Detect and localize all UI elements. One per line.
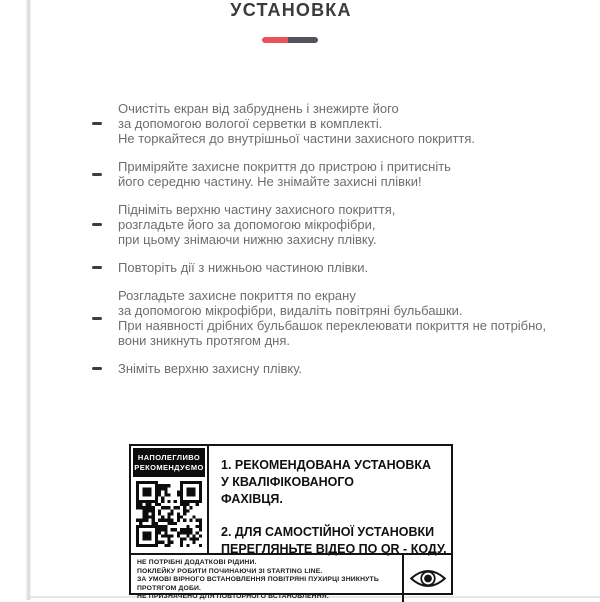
- dash-bullet-icon: [92, 361, 118, 376]
- recommendation-line: 2. ДЛЯ САМОСТІЙНОЇ УСТАНОВКИ: [221, 525, 435, 539]
- divider-red-segment: [262, 37, 288, 43]
- recommendation-line: ПЕРЕГЛЯНЬТЕ ВІДЕО ПО QR - КОДУ.: [221, 542, 447, 556]
- page-left-edge: [26, 0, 31, 600]
- dash-bullet-icon: [92, 159, 118, 189]
- instruction-line: При наявності дрібних бульбашок переклеювати покриття не потрібно,: [118, 318, 547, 333]
- instruction-item: [92, 159, 582, 189]
- strongly-recommend-badge: [133, 448, 205, 477]
- footnote-line: ЗА УМОВІ ВІРНОГО ВСТАНОВЛЕННЯ ПОВІТРЯНІ ПУХИРЦІ ЗНИКНУТЬ ПРОТЯГОМ ДОБИ.: [137, 576, 379, 592]
- footnotes: [131, 553, 402, 602]
- instruction-line: Повторіть дії з нижньою частиною плівки.: [118, 260, 369, 275]
- dash-bullet-icon: [92, 202, 118, 247]
- recommendation-line: 1. РЕКОМЕНДОВАНА УСТАНОВКА: [221, 458, 432, 472]
- instruction-line: Приміряйте захисне покриття до пристрою і притисніть: [118, 159, 451, 174]
- instruction-item: [92, 202, 582, 247]
- recommendation-line: ФАХІВЦЯ.: [221, 492, 283, 506]
- instruction-item: [92, 260, 582, 275]
- footnote-line: ПОКЛЕЙКУ РОБИТИ ПОЧИНАЮЧИ ЗІ STARTING LINE.: [137, 567, 323, 575]
- instruction-item: [92, 361, 582, 376]
- qr-column: [131, 446, 209, 553]
- title-divider: [262, 37, 318, 43]
- instruction-line: за допомогою мікрофібри, видаліть повітряні бульбашки.: [118, 303, 463, 318]
- instruction-line: його середню частину. Не знімайте захисні плівки!: [118, 174, 422, 189]
- instruction-line: розгладьте його за допомогою мікрофібри,: [118, 217, 376, 232]
- page-title: УСТАНОВКА: [230, 0, 352, 20]
- instruction-line: за допомогою вологої серветки в комплекті.: [118, 116, 383, 131]
- dash-bullet-icon: [92, 101, 118, 146]
- instruction-item: [92, 101, 582, 146]
- instruction-list: [92, 101, 582, 389]
- instruction-line: Розгладьте захисне покриття по екрану: [118, 288, 356, 303]
- eye-cell: [402, 553, 451, 602]
- recommendation-text: [209, 446, 451, 556]
- badge-line: РЕКОМЕНДУЄМО: [134, 463, 204, 472]
- recommendation-line: У КВАЛІФІКОВАНОГО: [221, 475, 355, 489]
- instruction-line: вони зникнуть протягом дня.: [118, 333, 291, 348]
- recommendation-item: [221, 457, 447, 508]
- qr-code-icon: [136, 481, 202, 547]
- instruction-item: [92, 288, 582, 348]
- instruction-line: Зніміть верхню захисну плівку.: [118, 361, 303, 376]
- instruction-line: Підніміть верхню частину захисного покриття,: [118, 202, 396, 217]
- dash-bullet-icon: [92, 260, 118, 275]
- footnote-line: НЕ ПРИЗНАЧЕНО ДЛЯ ПОВТОРНОГО ВСТАНОВЛЕННЯ.: [137, 593, 329, 601]
- instruction-line: Очистіть екран від забруднень і знежирте його: [118, 101, 399, 116]
- badge-line: НАПОЛЕГЛИВО: [137, 453, 201, 462]
- recommendation-box: [129, 444, 453, 601]
- divider-dark-segment: [288, 37, 318, 43]
- instruction-line: Не торкайтеся до внутрішньої частини захисного покриття.: [118, 131, 476, 146]
- instruction-line: при цьому знімаючи нижню захисну плівку.: [118, 232, 377, 247]
- eye-icon: [410, 567, 446, 590]
- dash-bullet-icon: [92, 288, 118, 348]
- footnote-line: НЕ ПОТРІБНІ ДОДАТКОВІ РІДИНИ.: [137, 559, 257, 566]
